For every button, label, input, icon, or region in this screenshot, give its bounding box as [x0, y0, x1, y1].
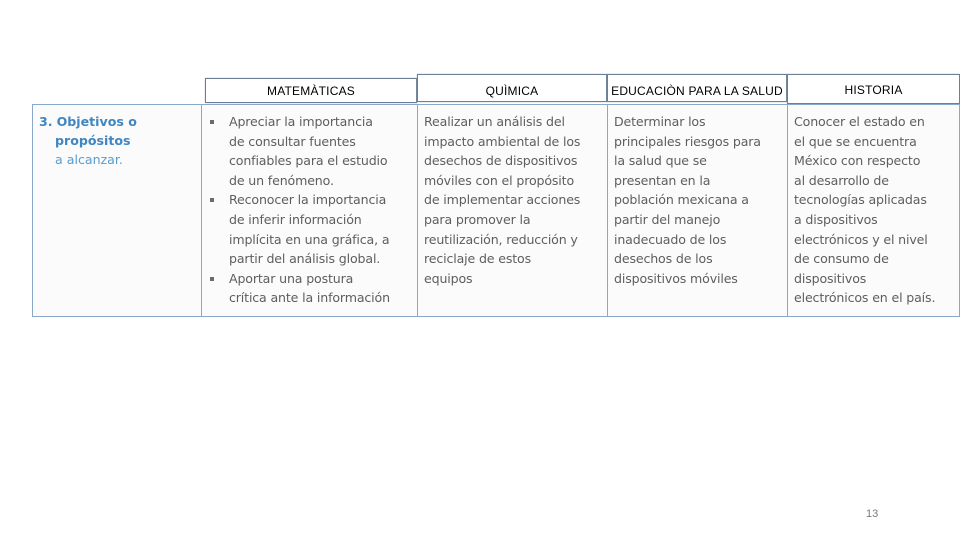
row-label-line1: Objetivos o [56, 114, 137, 129]
quimica-cell [418, 105, 608, 316]
header-quimica [417, 74, 607, 102]
header-quimica-label: QUÌMICA [485, 84, 539, 98]
historia-text: Conocer el estado en el que se encuentra México con respecto al desarrollo de tecnologías aplicadas a dispositivos electrónicos y el nivel de consumo de dispositivos electrónicos en el país. [794, 114, 936, 306]
row-label [39, 112, 137, 169]
header-educacion [607, 74, 787, 102]
header-educacion-label: EDUCACIÒN PARA LA SALUD [611, 84, 783, 98]
quimica-text: Realizar un análisis del impacto ambiental de los desechos de dispositivos móviles con el propósito de implementar acciones para promover la reutilización, reducción y reciclaje de estos equipos [424, 114, 581, 286]
objectives-table [32, 104, 960, 317]
list-item [202, 190, 417, 268]
bullet-icon [210, 198, 214, 202]
list-item-text: Apreciar la importancia de consultar fuentes confiables para el estudio de un fenómeno. [229, 114, 388, 188]
educacion-cell [608, 105, 788, 316]
list-item-text: Reconocer la importancia de inferir información implícita en una gráfica, a partir del análisis global. [229, 192, 390, 267]
header-historia [787, 74, 960, 104]
row-label-line2: propósitos [55, 133, 131, 148]
bullet-icon [210, 120, 214, 124]
page-number: 13 [866, 508, 879, 520]
row-label-line3: a alcanzar. [55, 152, 123, 167]
list-item [202, 112, 417, 190]
matematicas-cell [202, 105, 418, 316]
bullet-icon [210, 277, 214, 281]
list-item-text: Aportar una postura crítica ante la información [229, 270, 390, 306]
row-label-cell [33, 105, 202, 316]
historia-cell [788, 105, 959, 316]
header-historia-label: HISTORIA [844, 83, 903, 97]
header-matematicas [205, 78, 417, 103]
header-matematicas-label: MATEMÀTICAS [267, 83, 355, 98]
list-item [202, 269, 417, 308]
row-label-number: 3. [39, 114, 53, 129]
matematicas-list [202, 112, 417, 308]
educacion-text: Determinar los principales riesgos para la salud que se presentan en la población mexicana a partir del manejo inadecuado de los desechos de los dispositivos móviles [614, 114, 761, 286]
